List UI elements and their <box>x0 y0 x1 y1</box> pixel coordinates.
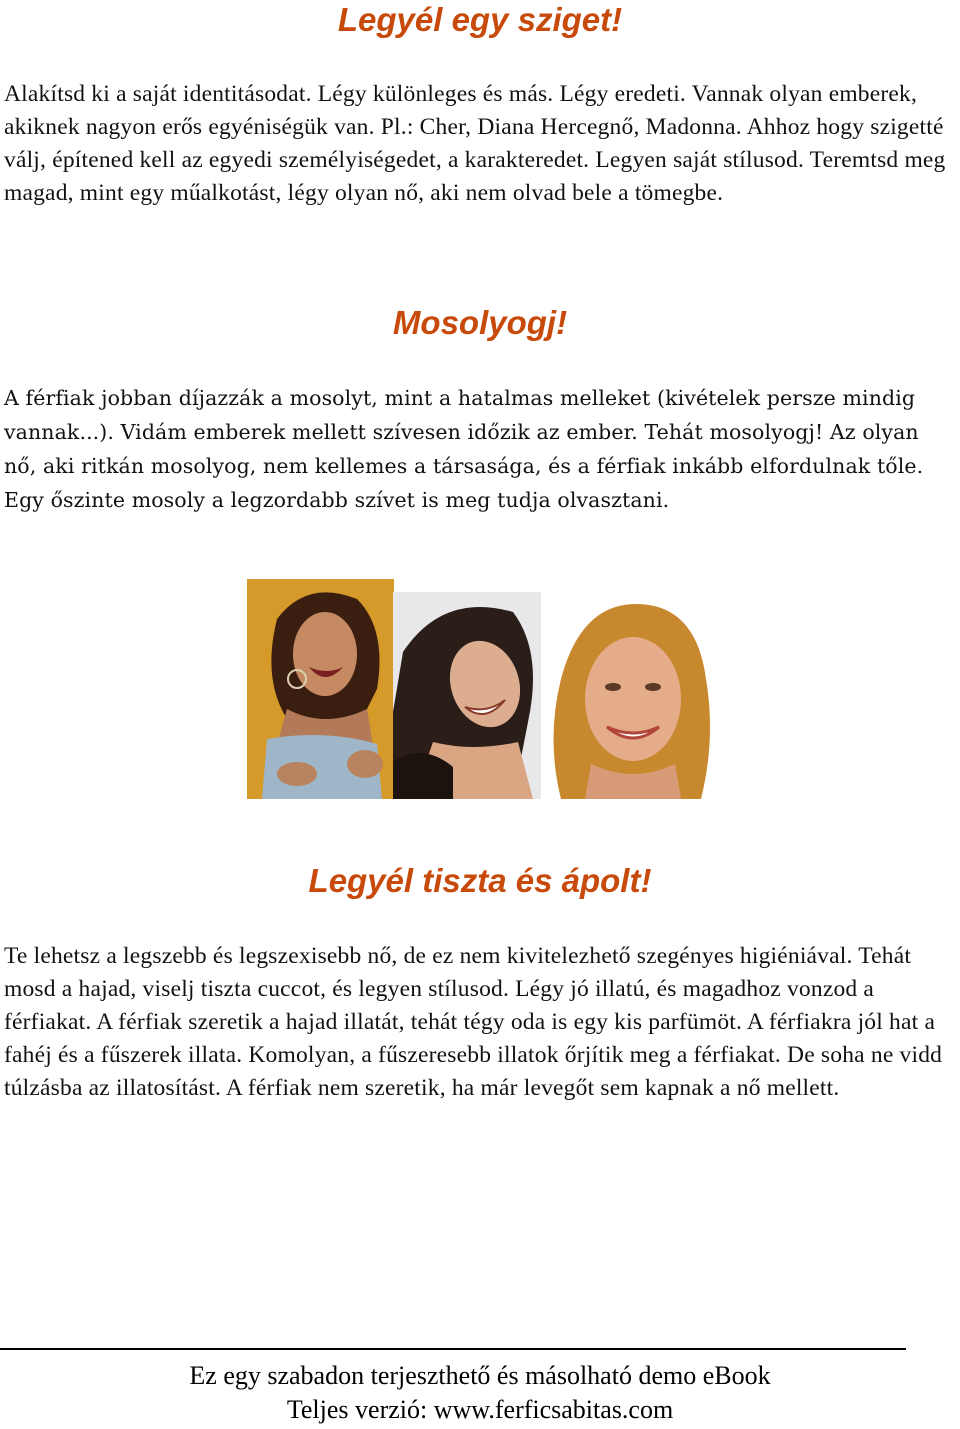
footer-demo-notice: Ez egy szabadon terjeszthető és másolható demo eBook <box>189 1361 771 1390</box>
footer-divider <box>0 1348 906 1350</box>
photo-laughing-woman <box>247 579 394 799</box>
photo-smiling-blonde <box>541 599 721 799</box>
section3-body: Te lehetsz a legszebb és legszexisebb nő, de ez nem kivitelezhető szegényes higiéniával. Tehát mosd a hajad, viselj tiszta cuccot, és legyen stílusod. Légy jó illatú, és magadhoz vonzod a férfiakat. A férfiak szeretik a hajad illatát, tehát tégy oda is egy kis parfümöt. A férfiakra jól hat a fahéj és a fűszerek illata. Komolyan, a fűszeresebb illatok őrjítik meg a férfiakat. De soha ne vidd túlzásba az illatosítást. A férfiak nem szeretik, ha már levegőt sem kapnak a nő mellett. <box>4 943 943 1101</box>
section3-heading: Legyél tiszta és ápolt! <box>308 862 652 899</box>
section1-heading: Legyél egy sziget! <box>337 1 623 38</box>
photo-smiling-brunette <box>393 592 541 799</box>
section2-heading: Mosolyogj! <box>392 304 568 341</box>
section2-body: A férfiak jobban díjazzák a mosolyt, mint a hatalmas melleket (kivételek persze mindig vannak...). Vidám emberek mellett szívesen időzik az ember. Tehát mosolyogj! Az olyan nő, aki ritkán mosolyog, nem kellemes a társasága, és a férfiak inkább elfordulnak tőle. Egy őszinte mosoly a legzordabb szívet is meg tudja olvasztani. <box>4 386 924 512</box>
section1-body: Alakítsd ki a saját identitásodat. Légy különleges és más. Légy eredeti. Vannak olyan emberek, akiknek nagyon erős egyéniségük van. Pl.: Cher, Diana Hercegnő, Madonna. Ahhoz hogy szigetté válj, építened kell az egyedi személyiségedet, a karakteredet. Legyen saját stílusod. Teremtsd meg magad, mint egy műalkotást, légy olyan nő, aki nem olvad bele a tömegbe. <box>4 81 946 206</box>
footer-full-version-link[interactable]: Teljes verzió: www.ferficsabitas.com <box>286 1395 674 1424</box>
